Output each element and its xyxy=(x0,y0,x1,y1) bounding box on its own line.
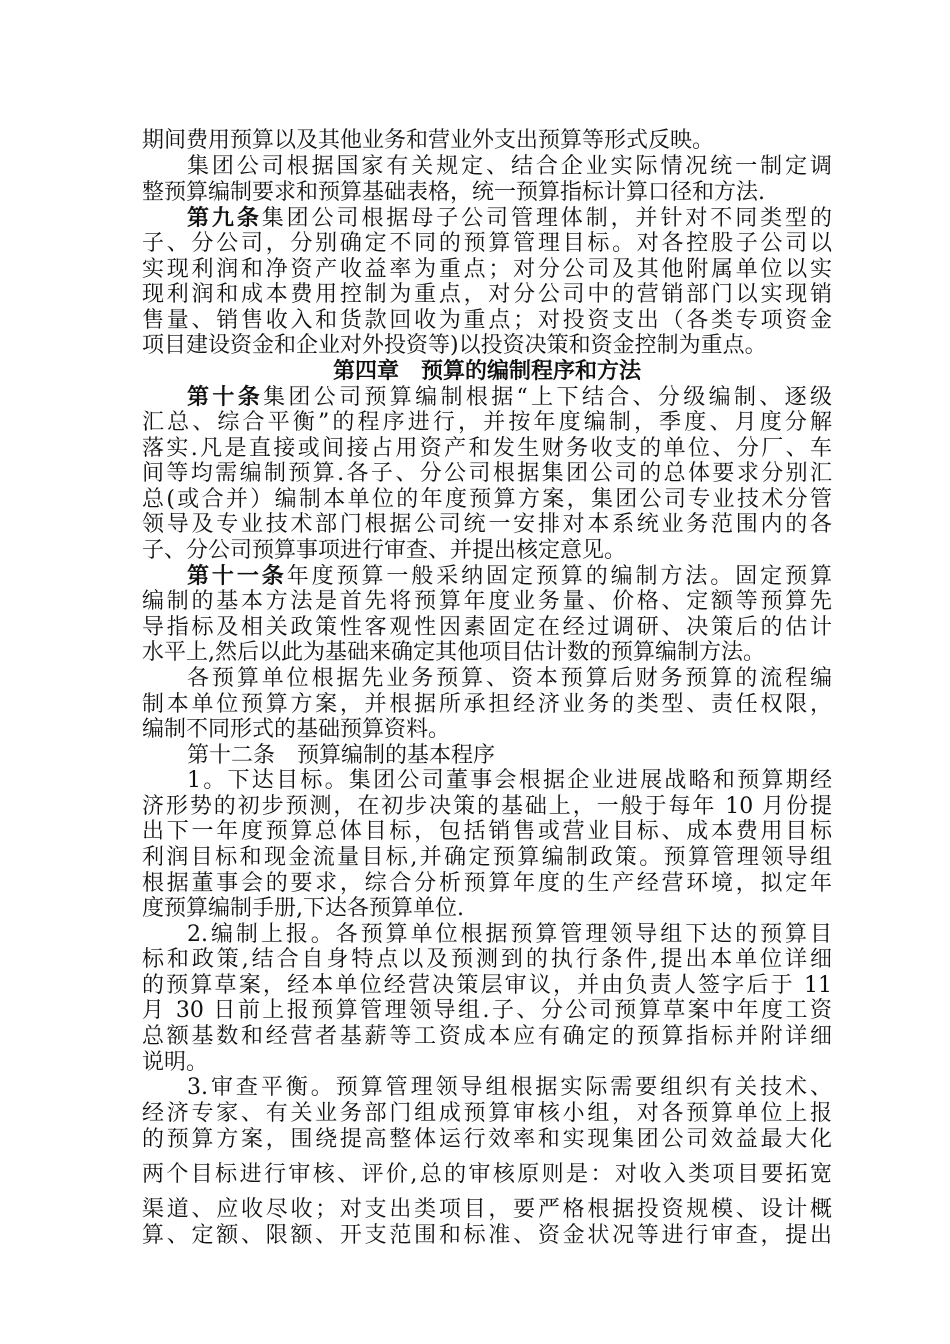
paragraph-line: 间等均需编制预算.各子、分公司根据集团公司的总体要求分别汇 xyxy=(142,461,832,486)
paragraph-line: 1。下达目标。集团公司董事会根据企业进展战略和预算期经 xyxy=(187,768,832,793)
paragraph-line: 根据董事会的要求，综合分析预算年度的生产经营环境，拟定年 xyxy=(142,871,832,896)
paragraph-line: 利润目标和现金流量目标,并确定预算编制政策。预算管理领导组 xyxy=(142,845,832,870)
article-heading: 第十一条 xyxy=(187,563,287,589)
paragraph-line: 3.审查平衡。预算管理领导组根据实际需要组织有关技术、 xyxy=(187,1075,832,1100)
paragraph-line: 项目建设资金和企业对外投资等)以投资决策和资金控制为重点。 xyxy=(142,333,767,358)
paragraph-line: 济形势的初步预测，在初步决策的基础上，一般于每年 10 月份提 xyxy=(142,794,832,819)
paragraph-line: 出下一年度预算总体目标，包括销售或营业目标、成本费用目标 xyxy=(142,819,832,844)
paragraph-line: 渠道、应收尽收；对支出类项目，要严格根据投资规模、设计概 xyxy=(142,1197,832,1222)
paragraph-line: 编制的基本方法是首先将预算年度业务量、价格、定额等预算先 xyxy=(142,589,832,614)
article-heading: 第九条 xyxy=(187,205,262,231)
paragraph-line: 领导及专业技术部门根据公司统一安排对本系统业务范围内的各 xyxy=(142,512,832,537)
paragraph-line: 售量、销售收入和货款回收为重点；对投资支出（各类专项资金 xyxy=(142,308,832,333)
paragraph-line: 说明。 xyxy=(142,1050,209,1075)
paragraph-line: 经济专家、有关业务部门组成预算审核小组，对各预算单位上报 xyxy=(142,1101,832,1126)
article-heading: 第十条 xyxy=(187,384,264,410)
paragraph-line: 编制不同形式的基础预算资料。 xyxy=(142,717,451,742)
article-twelve-heading: 第十二条 预算编制的基本程序 xyxy=(187,743,496,768)
paragraph-line: 落实.凡是直接或间接占用资产和发生财务收支的单位、分厂、车 xyxy=(142,436,832,461)
paragraph-line: 的预算草案，经本单位经营决策层审议，并由负责人签字后于 11 xyxy=(142,973,832,998)
paragraph-text: 年度预算一般采纳固定预算的编制方法。固定预算 xyxy=(286,564,832,589)
paragraph-line: 2.编制上报。各预算单位根据预算管理领导组下达的预算目 xyxy=(187,922,832,947)
paragraph-line: 制本单位预算方案，并根据所承担经济业务的类型、责任权限， xyxy=(142,692,832,717)
paragraph-line: 现利润和成本费用控制为重点，对分公司中的营销部门以实现销 xyxy=(142,282,832,307)
paragraph-line: 月 30 日前上报预算管理领导组.子、分公司预算草案中年度工资 xyxy=(142,998,832,1023)
paragraph-line: 各预算单位根据先业务预算、资本预算后财务预算的流程编 xyxy=(187,666,832,691)
paragraph-text: 集团公司根据母子公司管理体制，并针对不同类型的 xyxy=(261,206,832,231)
paragraph-line: 标和政策,结合自身特点以及预测到的执行条件,提出本单位详细 xyxy=(142,947,832,972)
paragraph-line: 子、分公司预算事项进行审查、并提出核定意见。 xyxy=(142,538,627,563)
article-ten-line xyxy=(187,384,832,410)
paragraph-line: 的预算方案，围绕提高整体运行效率和实现集团公司效益最大化 xyxy=(142,1127,832,1152)
paragraph-line: 总(或合并）编制本单位的年度预算方案，集团公司专业技术分管 xyxy=(142,487,832,512)
paragraph-line: 汇总、综合平衡”的程序进行，并按年度编制，季度、月度分解 xyxy=(142,410,832,435)
paragraph-text: 集团公司预算编制根据“上下结合、分级编制、逐级 xyxy=(263,385,832,410)
chapter-heading: 第四章 预算的编制程序和方法 xyxy=(332,358,641,384)
paragraph-line: 整预算编制要求和预算基础表格，统一预算指标计算口径和方法. xyxy=(142,180,765,205)
paragraph-line: 子、分公司，分别确定不同的预算管理目标。对各控股子公司以 xyxy=(142,231,832,256)
paragraph-line: 两个目标进行审核、评价,总的审核原则是：对收入类项目要拓宽 xyxy=(142,1162,832,1187)
article-nine-line xyxy=(187,205,832,231)
paragraph-line: 度预算编制手册,下达各预算单位. xyxy=(142,896,464,921)
paragraph-line: 导指标及相关政策性客观性因素固定在经过调研、决策后的估计 xyxy=(142,615,832,640)
paragraph-line: 实现利润和净资产收益率为重点；对分公司及其他附属单位以实 xyxy=(142,257,832,282)
paragraph-line: 集团公司根据国家有关规定、结合企业实际情况统一制定调 xyxy=(187,154,832,179)
article-eleven-line xyxy=(187,563,832,589)
paragraph-line: 水平上,然后以此为基础来确定其他项目估计数的预算编制方法。 xyxy=(142,640,765,665)
paragraph-line: 期间费用预算以及其他业务和营业外支出预算等形式反映。 xyxy=(142,128,715,153)
paragraph-line: 总额基数和经营者基薪等工资成本应有确定的预算指标并附详细 xyxy=(142,1024,832,1049)
paragraph-line: 算、定额、限额、开支范围和标准、资金状况等进行审查，提出 xyxy=(142,1223,832,1248)
